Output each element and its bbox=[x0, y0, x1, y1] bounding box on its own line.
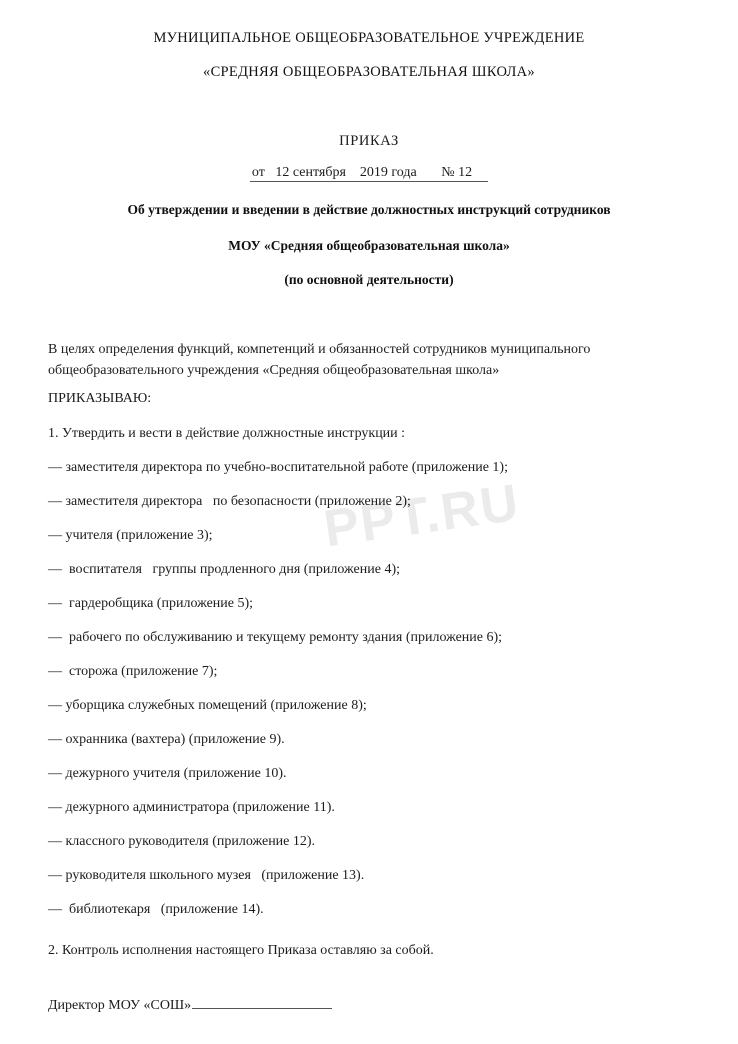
organization-line-1: МУНИЦИПАЛЬНОЕ ОБЩЕОБРАЗОВАТЕЛЬНОЕ УЧРЕЖДЕНИЕ bbox=[153, 30, 585, 46]
list-item: — библиотекаря (приложение 14). bbox=[48, 902, 264, 917]
list-item: — руководителя школьного музея (приложение 13). bbox=[48, 868, 365, 883]
list-item: — сторожа (приложение 7); bbox=[48, 664, 218, 679]
list-item: — воспитателя группы продленного дня (приложение 4); bbox=[48, 562, 400, 577]
signature-line[interactable] bbox=[192, 1008, 332, 1009]
orders-keyword: ПРИКАЗЫВАЮ: bbox=[48, 391, 152, 406]
document-title-line-3: (по основной деятельности) bbox=[284, 272, 454, 287]
list-item: — учителя (приложение 3); bbox=[48, 528, 213, 543]
list-item: — дежурного администратора (приложение 11). bbox=[48, 800, 335, 815]
list-item: — дежурного учителя (приложение 10). bbox=[48, 766, 287, 781]
signature-role: Директор МОУ «СОШ» bbox=[48, 998, 192, 1013]
list-item: — уборщика служебных помещений (приложение 8); bbox=[48, 698, 367, 713]
dateline bbox=[0, 165, 738, 181]
signature-block bbox=[48, 998, 332, 1014]
preamble-paragraph: В целях определения функций, компетенций и обязанностей сотрудников муниципального общеобразовательного учреждения «Средняя общеобразовательная школа» bbox=[48, 342, 591, 378]
list-item: — классного руководителя (приложение 12). bbox=[48, 834, 316, 849]
list-item: — гардеробщика (приложение 5); bbox=[48, 596, 254, 611]
document-type-heading: ПРИКАЗ bbox=[339, 133, 399, 149]
list-item: — заместителя директора по безопасности (приложение 2); bbox=[48, 494, 411, 509]
list-item: — заместителя директора по учебно-воспитательной работе (приложение 1); bbox=[48, 460, 508, 475]
document-title-line-1: Об утверждении и введении в действие должностных инструкций сотрудников bbox=[127, 202, 611, 217]
list-item: — охранника (вахтера) (приложение 9). bbox=[48, 732, 285, 747]
instructions-list bbox=[48, 459, 668, 935]
dateline-text: от 12 сентября 2019 года № 12 bbox=[251, 165, 487, 180]
document-title-line-2: МОУ «Средняя общеобразовательная школа» bbox=[228, 238, 510, 253]
list-item: — рабочего по обслуживанию и текущему ремонту здания (приложение 6); bbox=[48, 630, 503, 645]
clause-1: 1. Утвердить и вести в действие должностные инструкции : bbox=[48, 426, 406, 441]
clause-2: 2. Контроль исполнения настоящего Приказа оставляю за собой. bbox=[48, 943, 434, 958]
organization-line-2: «СРЕДНЯЯ ОБЩЕОБРАЗОВАТЕЛЬНАЯ ШКОЛА» bbox=[203, 64, 535, 80]
watermark: PPT.RU bbox=[320, 473, 524, 559]
